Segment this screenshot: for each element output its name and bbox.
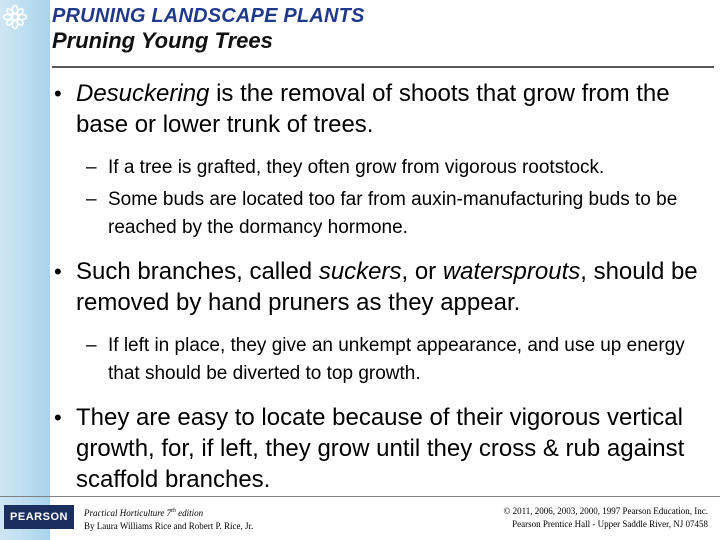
flower-icon	[2, 4, 28, 30]
edition-text: edition	[175, 508, 204, 518]
publisher-text: Pearson Prentice Hall - Upper Saddle River, NJ 07458	[512, 519, 708, 529]
pearson-logo: PEARSON	[4, 505, 74, 529]
bullet-text: is the removal of shoots that grow from the base or lower trunk of trees.	[76, 80, 670, 138]
slide-title	[52, 4, 712, 54]
book-title-text: Practical Horticulture 7	[84, 508, 172, 518]
footer-book-title	[84, 505, 253, 520]
title-divider	[52, 66, 714, 68]
dash-icon: –	[86, 335, 97, 356]
bullet-icon: •	[54, 259, 62, 284]
footer-authors: By Laura Williams Rice and Robert P. Rice, Jr.	[84, 521, 254, 531]
dash-icon: –	[86, 189, 97, 210]
bullet-text: They are easy to locate because of their vigorous vertical growth, for, if left, they grow until they cross & rub against scaffold branches.	[76, 404, 685, 493]
bullet-icon: •	[54, 405, 62, 430]
dash-icon: –	[86, 157, 97, 178]
bullet-icon: •	[54, 81, 62, 106]
title-main: PRUNING LANDSCAPE PLANTS	[52, 5, 365, 27]
bullet-suckers	[52, 256, 712, 318]
bullet-text: , should be removed by hand pruners as they appear.	[76, 258, 698, 316]
bullet-text: Such branches, called	[76, 258, 319, 285]
term-watersprouts: watersprouts	[442, 258, 581, 285]
term-desuckering: Desuckering	[76, 80, 210, 107]
footer-book-info	[84, 505, 253, 533]
term-suckers: suckers	[318, 258, 402, 285]
sub-bullet-auxin	[52, 186, 712, 242]
sub-bullet-text: If left in place, they give an unkempt appearance, and use up energy that should be diverted to top growth.	[108, 335, 685, 384]
sub-bullet-unkempt	[52, 332, 712, 388]
footer-divider	[0, 496, 720, 497]
edition-superscript: th	[171, 508, 176, 514]
slide-body	[52, 72, 712, 495]
left-decorative-bar	[0, 0, 50, 540]
sub-bullet-text: Some buds are located too far from auxin-manufacturing buds to be reached by the dormancy hormone.	[108, 189, 678, 238]
footer-copyright	[504, 505, 708, 531]
sub-bullet-grafted	[52, 154, 712, 182]
bullet-locate	[52, 402, 712, 495]
sub-bullet-text: If a tree is grafted, they often grow from vigorous rootstock.	[108, 157, 605, 178]
bullet-desuckering	[52, 78, 712, 140]
copyright-text: © 2011, 2006, 2003, 2000, 1997 Pearson Education, Inc.	[503, 506, 708, 516]
bullet-text: , or	[401, 258, 443, 285]
title-sub: Pruning Young Trees	[52, 28, 273, 53]
